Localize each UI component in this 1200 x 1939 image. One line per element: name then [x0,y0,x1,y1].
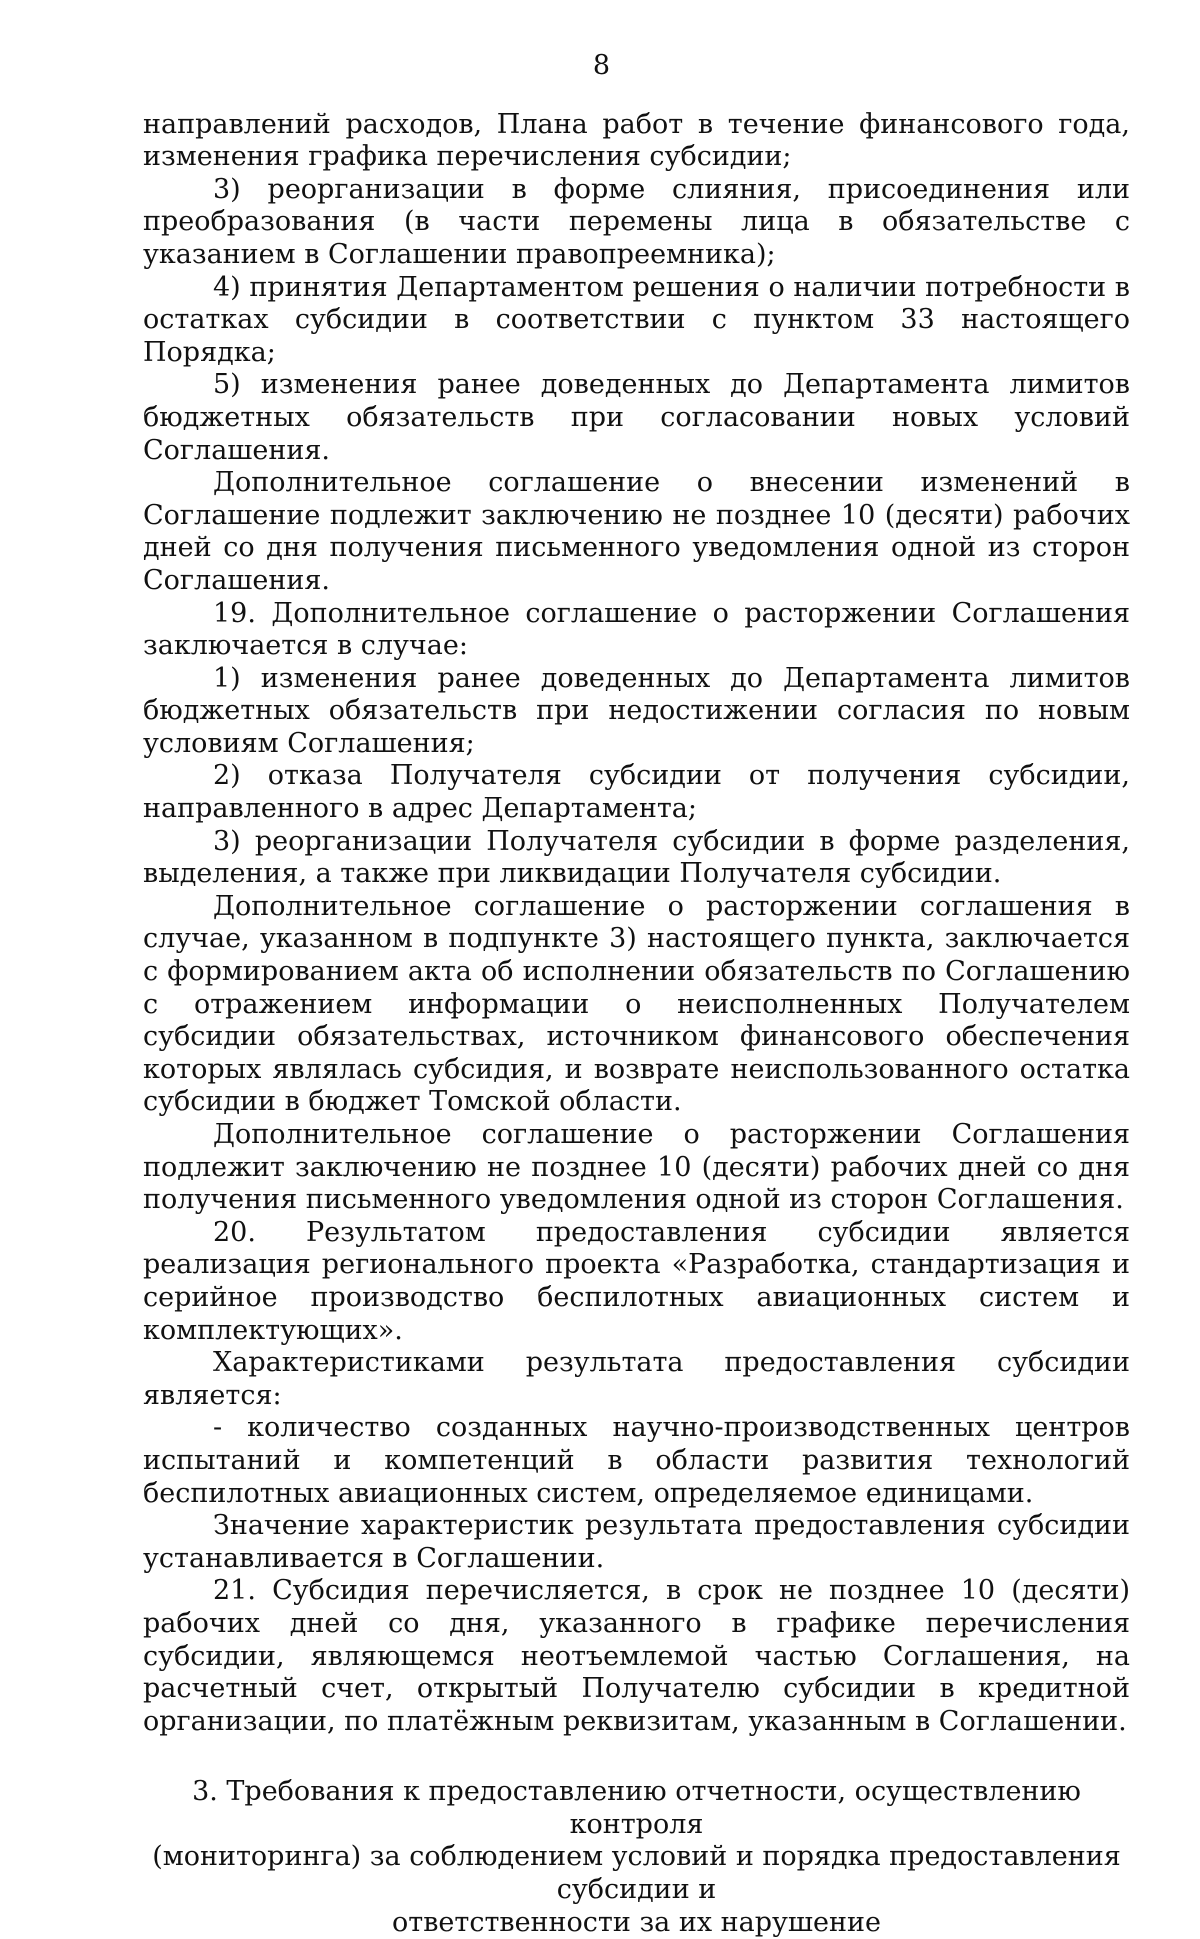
paragraph-clause-20: 20. Результатом предоставления субсидии является реализация регионального проекта «Разработка, стандартизация и серийное производство беспилотных авиационных систем и комплектующих». [143,1216,1130,1346]
section-heading [123,1776,1150,1939]
section-heading-line: ответственности за их нарушение [392,1906,881,1938]
paragraph-item-3-reorganization: 3) реорганизации в форме слияния, присоединения или преобразования (в части перемены лица в обязательстве с указанием в Соглашении правопреемника); [143,173,1130,270]
paragraph-characteristic-value: Значение характеристик результата предоставления субсидии устанавливается в Соглашении. [143,1510,1130,1574]
page-number: 8 [592,50,611,81]
paragraph-clause-19: 19. Дополнительное соглашение о расторжении Соглашения заключается в случае: [143,597,1130,662]
paragraph-additional-agreement-changes: Дополнительное соглашение о внесении изменений в Соглашение подлежит заключению не позднее 10 (десяти) рабочих дней со дня получения письменного уведомления одной из сторон Соглашения. [143,467,1130,596]
paragraph-continuation: направлений расходов, Плана работ в течение финансового года, изменения графика перечисления субсидии; [143,108,1130,173]
paragraph-termination-act: Дополнительное соглашение о расторжении соглашения в случае, указанном в подпункте 3) настоящего пункта, заключается с формированием акта об исполнении обязательств по Соглашению с отражением информации о неисполненных Получателем субсидии обязательствах, источником финансового обеспечения которых являлась субсидия, и возврате неиспользованного остатка субсидии в бюджет Томской области. [143,890,1130,1118]
paragraph-clause-19-item-2: 2) отказа Получателя субсидии от получения субсидии, направленного в адрес Департамента; [143,760,1130,825]
paragraph-clause-19-item-1: 1) изменения ранее доведенных до Департамента лимитов бюджетных обязательств при недостижении согласия по новым условиям Соглашения; [143,662,1130,759]
paragraph-clause-21: 21. Субсидия перечисляется, в срок не позднее 10 (десяти) рабочих дней со дня, указанного в графике перечисления субсидии, являющемся неотъемлемой частью Соглашения, на расчетный счет, открытый Получателю субсидии в кредитной организации, по платёжным реквизитам, указанным в Соглашении. [143,1575,1130,1737]
section-heading-line: 3. Требования к предоставлению отчетности, осуществлению контроля [192,1776,1081,1840]
section-heading-line: (мониторинга) за соблюдением условий и порядка предоставления субсидии и [152,1841,1121,1906]
paragraph-clause-19-item-3: 3) реорганизации Получателя субсидии в форме разделения, выделения, а также при ликвидации Получателя субсидии. [143,825,1130,890]
paragraph-termination-deadline: Дополнительное соглашение о расторжении Соглашения подлежит заключению не позднее 10 (десяти) рабочих дней со дня получения письменного уведомления одной из сторон Соглашения. [143,1119,1130,1216]
paragraph-item-5-limits: 5) изменения ранее доведенных до Департамента лимитов бюджетных обязательств при согласовании новых условий Соглашения. [143,369,1130,466]
paragraph-result-characteristics: Характеристиками результата предоставления субсидии является: [143,1347,1130,1411]
paragraph-characteristic-item: - количество созданных научно-производственных центров испытаний и компетенций в области развития технологий беспилотных авиационных систем, определяемое единицами. [143,1412,1130,1509]
paragraph-item-4-remainder: 4) принятия Департаментом решения о наличии потребности в остатках субсидии в соответствии с пунктом 33 настоящего Порядка; [143,271,1130,368]
document-body [143,109,1130,1739]
